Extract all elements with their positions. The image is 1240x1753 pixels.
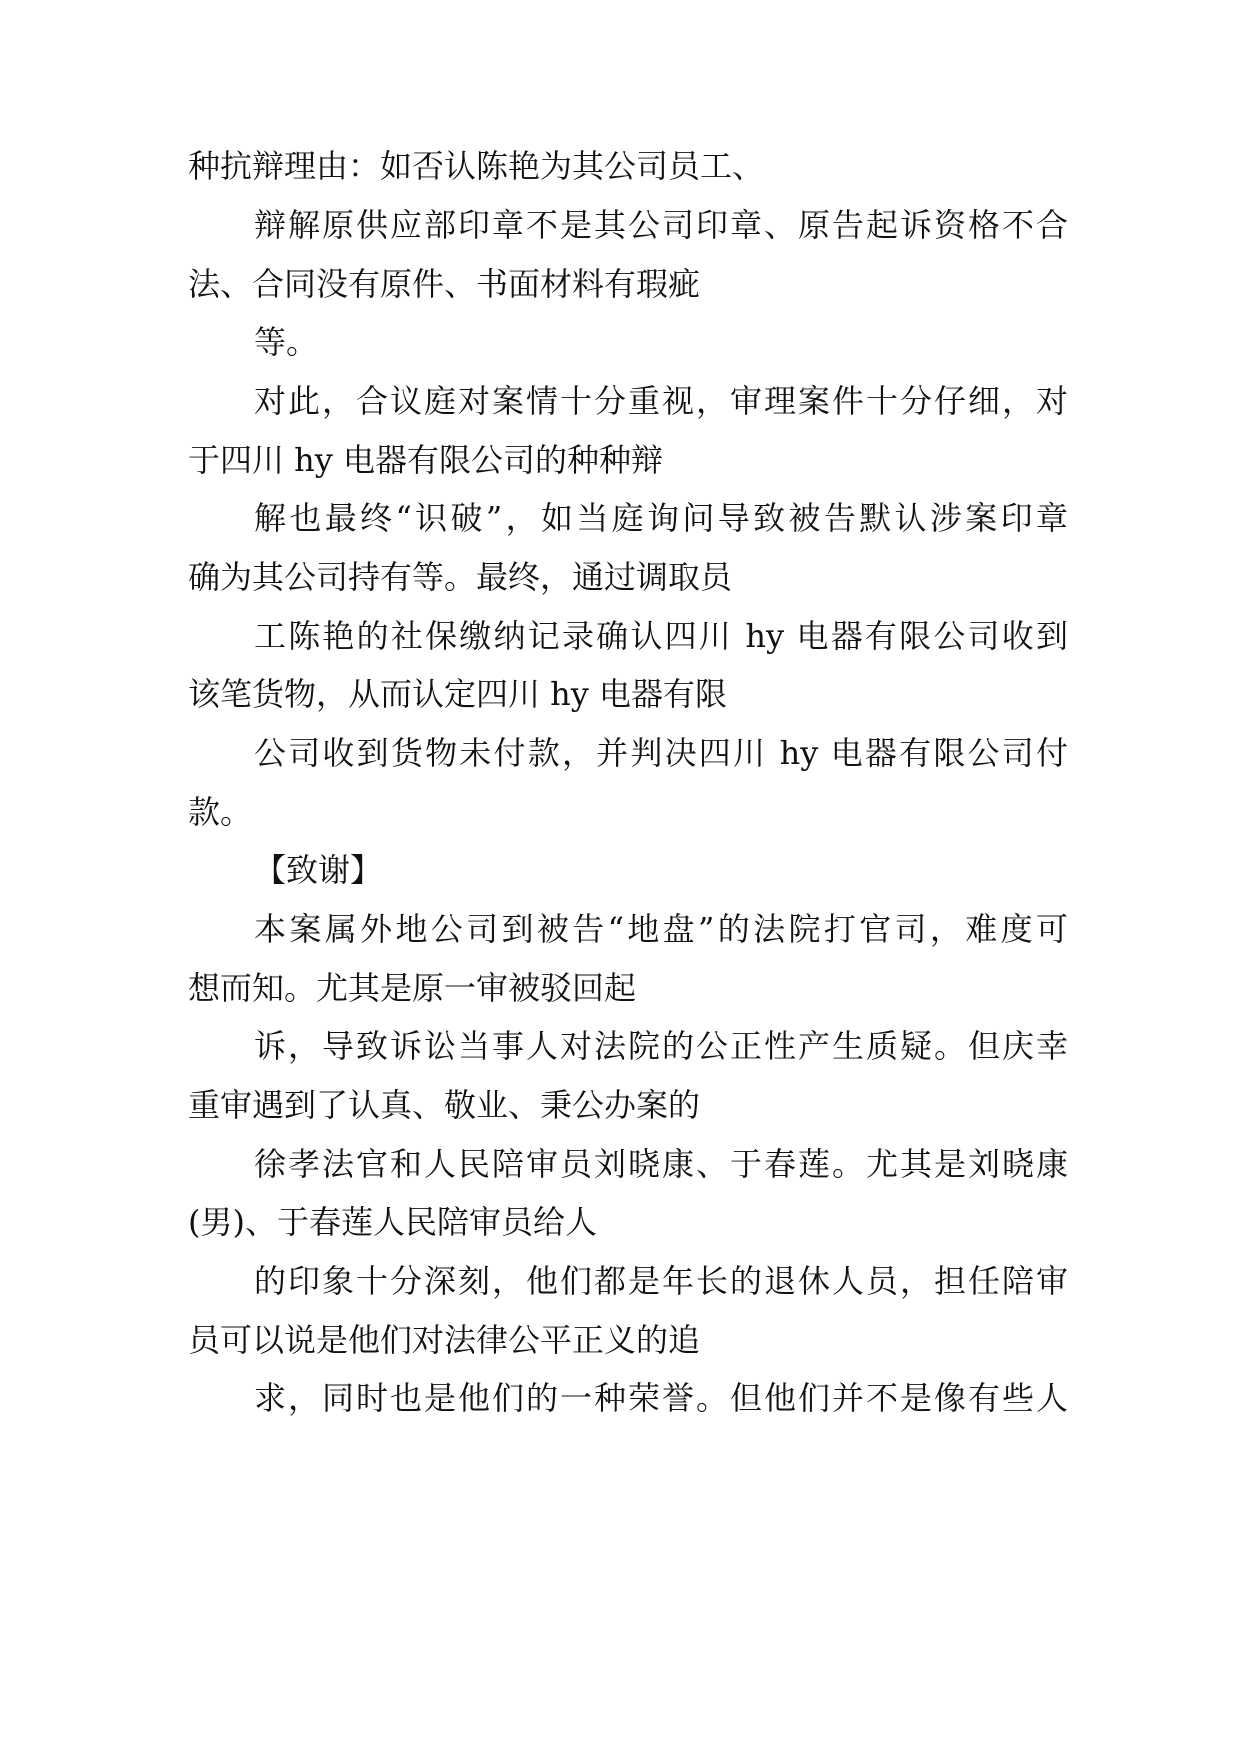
text-line: 种抗辩理由：如否认陈艳为其公司员工、 [188,147,765,185]
text-line: 辩解原供应部印章不是其公司印章、原告起诉资格不合 [254,206,1068,244]
text-line: 本案属外地公司到被告“地盘”的法院打官司，难度可 [254,910,1068,948]
text-line: 公司收到货物未付款，并判决四川 hy 电器有限公司付 [254,734,1068,772]
text-line: 确为其公司持有等。最终，通过调取员 [188,558,733,596]
section-heading: 【致谢】 [254,851,383,889]
text-line: 款。 [188,793,253,831]
text-line: 对此，合议庭对案情十分重视，审理案件十分仔细，对 [254,382,1068,420]
text-line: 等。 [254,323,319,361]
text-line: 法、合同没有原件、书面材料有瑕疵 [188,265,701,303]
text-line: 的印象十分深刻，他们都是年长的退休人员，担任陪审 [254,1262,1068,1300]
text-line: 重审遇到了认真、敬业、秉公办案的 [188,1086,701,1124]
text-line: 解也最终“识破”，如当庭询问导致被告默认涉案印章 [254,499,1068,537]
text-line: 诉，导致诉讼当事人对法院的公正性产生质疑。但庆幸 [254,1027,1068,1065]
text-line: 工陈艳的社保缴纳记录确认四川 hy 电器有限公司收到 [254,617,1068,655]
text-line: 该笔货物，从而认定四川 hy 电器有限 [188,675,728,713]
text-line: 于四川 hy 电器有限公司的种种辩 [188,441,664,479]
text-line: (男)、于春莲人民陪审员给人 [188,1203,597,1241]
text-line: 员可以说是他们对法律公平正义的追 [188,1321,701,1359]
text-line: 求，同时也是他们的一种荣誉。但他们并不是像有些人 [254,1379,1068,1417]
text-line: 徐孝法官和人民陪审员刘晓康、于春莲。尤其是刘晓康 [254,1145,1068,1183]
text-line: 想而知。尤其是原一审被驳回起 [188,969,637,1007]
